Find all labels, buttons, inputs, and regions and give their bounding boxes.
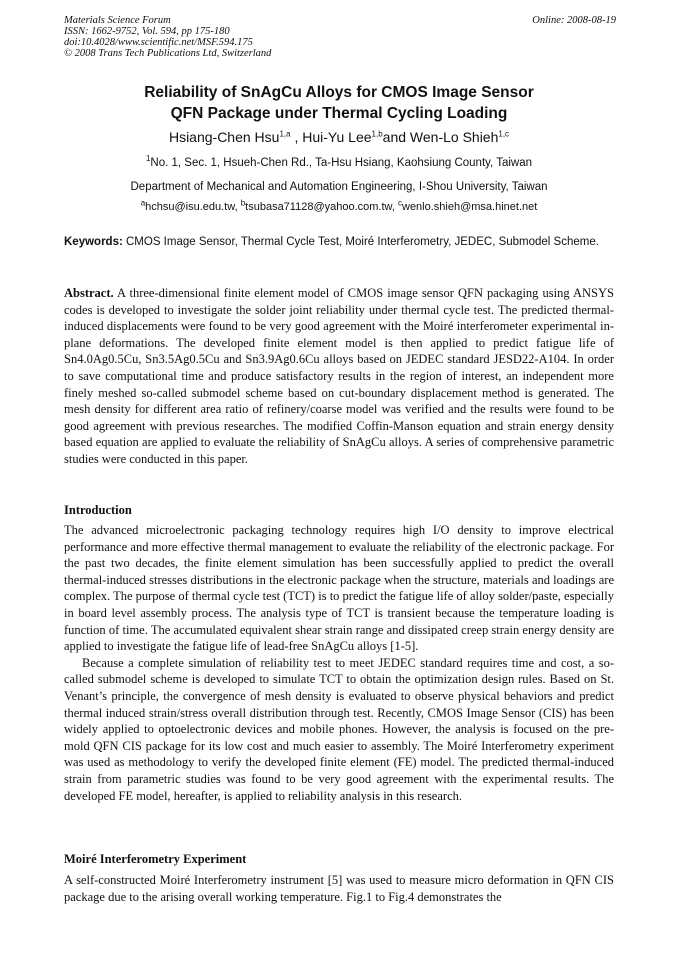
paper-title — [64, 82, 614, 124]
keywords — [64, 234, 614, 250]
online-date: Online: 2008-08-19 — [532, 15, 616, 26]
affiliation-department: Department of Mechanical and Automation Engineering, I-Shou University, Taiwan — [130, 181, 548, 193]
journal-issn: ISSN: 1662-9752, Vol. 594, pp 175-180 — [64, 26, 230, 37]
title-line-1: Reliability of SnAgCu Alloys for CMOS Image Sensor — [144, 84, 534, 101]
journal-doi: doi:10.4028/www.scientific.net/MSF.594.175 — [64, 37, 253, 48]
journal-header — [64, 15, 616, 59]
affiliation-address-text: No. 1, Sec. 1, Hsueh-Chen Rd., Ta-Hsu Hsiang, Kaohsiung County, Taiwan — [150, 157, 533, 169]
email-c[interactable]: wenlo.shieh@msa.hinet.net — [402, 201, 538, 213]
keywords-label: Keywords: — [64, 236, 123, 248]
author-separator-1: , — [290, 129, 303, 145]
title-line-2: QFN Package under Thermal Cycling Loading — [170, 105, 508, 122]
author-3-affil: 1,c — [498, 129, 510, 139]
introduction-heading: Introduction — [64, 503, 132, 517]
author-list — [64, 128, 614, 146]
abstract-text: A three-dimensional finite element model of CMOS image sensor QFN packaging using ANSYS codes is developed to investigate the solder joint reliability under thermal cycle test. The predicted thermal-induced displacements were found to be very good agreement with the Moiré interferometer experimental in-plane deformations. The developed finite element model is then applied to predict fatigue life of Sn4.0Ag0.5Cu, Sn3.5Ag0.5Cu and Sn3.9Ag0.6Cu alloys based on JEDEC standard JESD22-A104. In order to save computational time and produce satisfactory results in the region of interest, an independent more finely meshed so-called submodel scheme based on cut-boundary displacement method is generated. The mesh density for different area ratio of refinery/coarse model was verified and the results were found to be good agreement with previous researches. The modified Coffin-Manson equation and strain energy density based equation are applied to evaluate the reliability of SnAgCu alloys. A series of comprehensive parametric studies were conducted in this paper. — [64, 286, 614, 466]
email-marker-b: b — [240, 198, 246, 208]
introduction-paragraph-1: The advanced microelectronic packaging technology requires high I/O density to improve electrical performance and more effective thermal management to evaluate the reliability of the electronic package. For the past two decades, the finite element simulation has been successfully applied to predict the overall thermal-induced stresses distributions in the electronic package when the structure, materials and loadings are complex. The purpose of thermal cycle test (TCT) is to predict the fatigue life of alloy solder/paste, especially in board level assembly process. The analysis type of TCT is transient because the temperature loading is function of time. The accumulated equivalent shear strain range and dissipated creep strain energy density are applied to investigate the fatigue life of lead-free SnAgCu alloys [1-5]. — [64, 523, 614, 654]
abstract-label: Abstract. — [64, 286, 114, 300]
journal-name: Materials Science Forum — [64, 15, 171, 26]
affiliation-address — [64, 156, 614, 171]
email-marker-c: c — [398, 198, 402, 208]
abstract — [64, 285, 614, 468]
journal-copyright: © 2008 Trans Tech Publications Ltd, Switzerland — [64, 48, 272, 59]
introduction-section — [64, 522, 614, 804]
introduction-paragraph-2: Because a complete simulation of reliability test to meet JEDEC standard requires time and cost, a so-called submodel scheme is developed to simulate TCT to obtain the optimization design rules. Based on St. Venant’s principle, the convergence of mesh density is evaluated to observe physical behaviors and predict thermal induced strain/stress overall distribution through test. Recently, CMOS Image Sensor (CIS) has been widely applied to optoelectronic devices and mobile phones. However, the analysis is focused on the pre-mold QFN CIS package for its low cost and much easier to assembly. The Moiré Interferometry experiment was used as methodology to verify the developed finite element (FE) model. The predicted thermal-induced strain from parametric studies was found to be very good agreement with the experimental results. The developed FE model, hereafter, is applied to reliability analysis in this research. — [64, 655, 614, 803]
email-b[interactable]: tsubasa71128@yahoo.com.tw, — [245, 201, 398, 213]
author-separator-2: and — [382, 129, 410, 145]
author-1: Hsiang-Chen Hsu — [168, 129, 280, 145]
moire-heading: Moiré Interferometry Experiment — [64, 852, 247, 866]
author-emails — [64, 200, 614, 215]
author-2-affil: 1,b — [371, 129, 383, 139]
email-a[interactable]: hchsu@isu.edu.tw, — [145, 201, 241, 213]
affiliation-marker: 1 — [145, 154, 151, 164]
author-3: Wen-Lo Shieh — [409, 129, 499, 145]
keywords-text: CMOS Image Sensor, Thermal Cycle Test, Moiré Interferometry, JEDEC, Submodel Scheme. — [122, 236, 599, 248]
author-1-affil: 1,a — [279, 129, 291, 139]
email-marker-a: a — [140, 198, 146, 208]
moire-paragraph-1: A self-constructed Moiré Interferometry instrument [5] was used to measure micro deformation in QFN CIS package due to the arising overall working temperature. Fig.1 to Fig.4 demonstrates the — [64, 873, 614, 904]
author-2: Hui-Yu Lee — [302, 129, 372, 145]
